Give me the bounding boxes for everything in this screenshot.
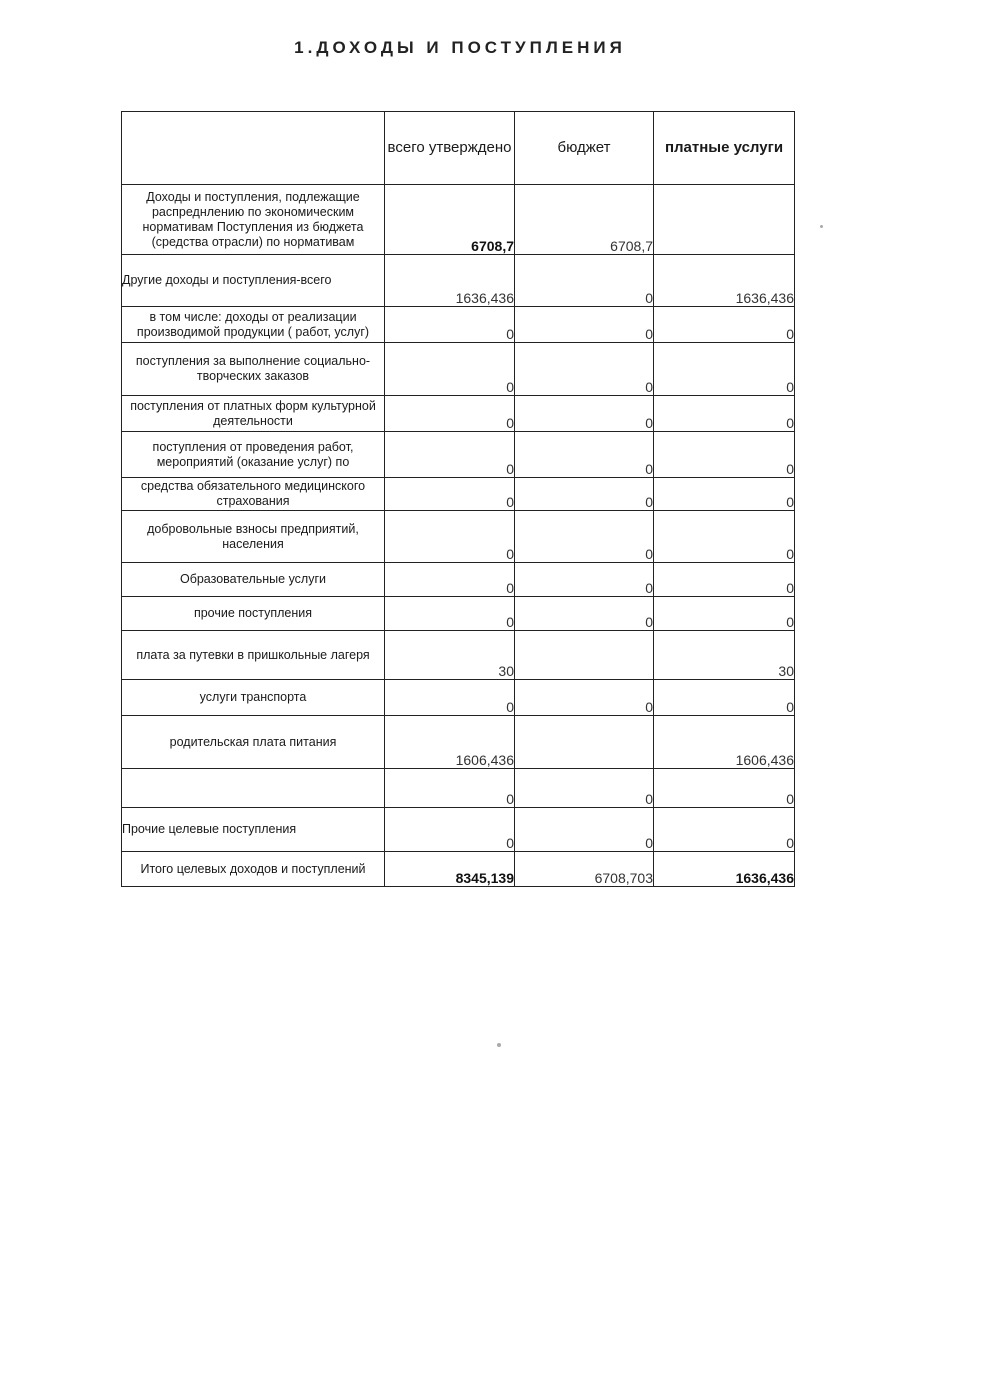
- table-row: [122, 769, 795, 808]
- table-row-total: [122, 852, 795, 887]
- row-label: средства обязательного медицинского страхования: [122, 478, 385, 511]
- row-paid: 0: [654, 432, 795, 478]
- row-paid: 0: [654, 597, 795, 631]
- row-label: добровольные взносы предприятий, населения: [122, 511, 385, 563]
- row-paid: 1606,436: [654, 716, 795, 769]
- table-row: [122, 597, 795, 631]
- row-label: [122, 769, 385, 808]
- row-total: 0: [385, 478, 515, 511]
- table-row: [122, 680, 795, 716]
- row-label: поступления от платных форм культурной деятельности: [122, 396, 385, 432]
- row-budget: 0: [515, 396, 654, 432]
- row-budget: 0: [515, 343, 654, 396]
- row-total: 0: [385, 769, 515, 808]
- row-paid: 0: [654, 808, 795, 852]
- row-budget: 0: [515, 307, 654, 343]
- header-budget: бюджет: [515, 112, 654, 185]
- row-total: 0: [385, 432, 515, 478]
- row-total: 0: [385, 511, 515, 563]
- row-paid: 0: [654, 478, 795, 511]
- table-row: [122, 255, 795, 307]
- row-budget: 0: [515, 597, 654, 631]
- table-row: [122, 631, 795, 680]
- header-total: всего утверждено: [385, 112, 515, 185]
- row-total: 8345,139: [385, 852, 515, 887]
- row-budget: 0: [515, 769, 654, 808]
- table-row: [122, 808, 795, 852]
- table-row: [122, 563, 795, 597]
- row-total: 6708,7: [385, 185, 515, 255]
- table-row: [122, 716, 795, 769]
- row-paid: 1636,436: [654, 852, 795, 887]
- row-label: в том числе: доходы от реализации производимой продукции ( работ, услуг): [122, 307, 385, 343]
- row-budget: 0: [515, 511, 654, 563]
- table-row: [122, 478, 795, 511]
- row-budget: 0: [515, 808, 654, 852]
- row-paid: 0: [654, 396, 795, 432]
- row-label: прочие поступления: [122, 597, 385, 631]
- row-total: 1606,436: [385, 716, 515, 769]
- row-label: Итого целевых доходов и поступлений: [122, 852, 385, 887]
- row-label: услуги транспорта: [122, 680, 385, 716]
- row-paid: 0: [654, 680, 795, 716]
- row-total: 0: [385, 680, 515, 716]
- row-budget: 0: [515, 255, 654, 307]
- table-row: [122, 185, 795, 255]
- row-total: 0: [385, 563, 515, 597]
- header-paid: платные услуги: [654, 112, 795, 185]
- row-total: 0: [385, 597, 515, 631]
- row-paid: 0: [654, 307, 795, 343]
- table-row: [122, 396, 795, 432]
- row-total: 0: [385, 808, 515, 852]
- row-paid: 1636,436: [654, 255, 795, 307]
- row-budget: 0: [515, 478, 654, 511]
- row-total: 0: [385, 396, 515, 432]
- row-label: Прочие целевые поступления: [122, 808, 385, 852]
- table-header-row: [122, 112, 795, 185]
- row-label: поступления за выполнение социально-творческих заказов: [122, 343, 385, 396]
- row-label: родительская плата питания: [122, 716, 385, 769]
- page-title: 1.ДОХОДЫ И ПОСТУПЛЕНИЯ: [294, 38, 626, 57]
- table-row: [122, 343, 795, 396]
- row-paid: 30: [654, 631, 795, 680]
- row-label: поступления от проведения работ, мероприятий (оказание услуг) по: [122, 432, 385, 478]
- row-label: Доходы и поступления, подлежащие распреднлению по экономическим нормативам Поступления из бюджета (средства отрасли) по нормативам: [122, 185, 385, 255]
- table-row: [122, 307, 795, 343]
- row-total: 0: [385, 307, 515, 343]
- row-total: 1636,436: [385, 255, 515, 307]
- row-budget: 6708,703: [515, 852, 654, 887]
- table-row: [122, 432, 795, 478]
- table-row: [122, 511, 795, 563]
- row-budget: 0: [515, 680, 654, 716]
- row-paid: 0: [654, 511, 795, 563]
- row-label: плата за путевки в пришкольные лагеря: [122, 631, 385, 680]
- row-label: Другие доходы и поступления-всего: [122, 255, 385, 307]
- row-total: 0: [385, 343, 515, 396]
- income-table: [121, 111, 795, 887]
- row-budget: [515, 716, 654, 769]
- row-total: 30: [385, 631, 515, 680]
- scan-speck: [497, 1043, 501, 1047]
- row-label: Образовательные услуги: [122, 563, 385, 597]
- row-budget: [515, 631, 654, 680]
- scan-speck: [820, 225, 823, 228]
- header-label: [122, 112, 385, 185]
- row-paid: 0: [654, 769, 795, 808]
- row-paid: 0: [654, 563, 795, 597]
- row-paid: [654, 185, 795, 255]
- row-budget: 0: [515, 563, 654, 597]
- row-budget: 6708,7: [515, 185, 654, 255]
- row-budget: 0: [515, 432, 654, 478]
- row-paid: 0: [654, 343, 795, 396]
